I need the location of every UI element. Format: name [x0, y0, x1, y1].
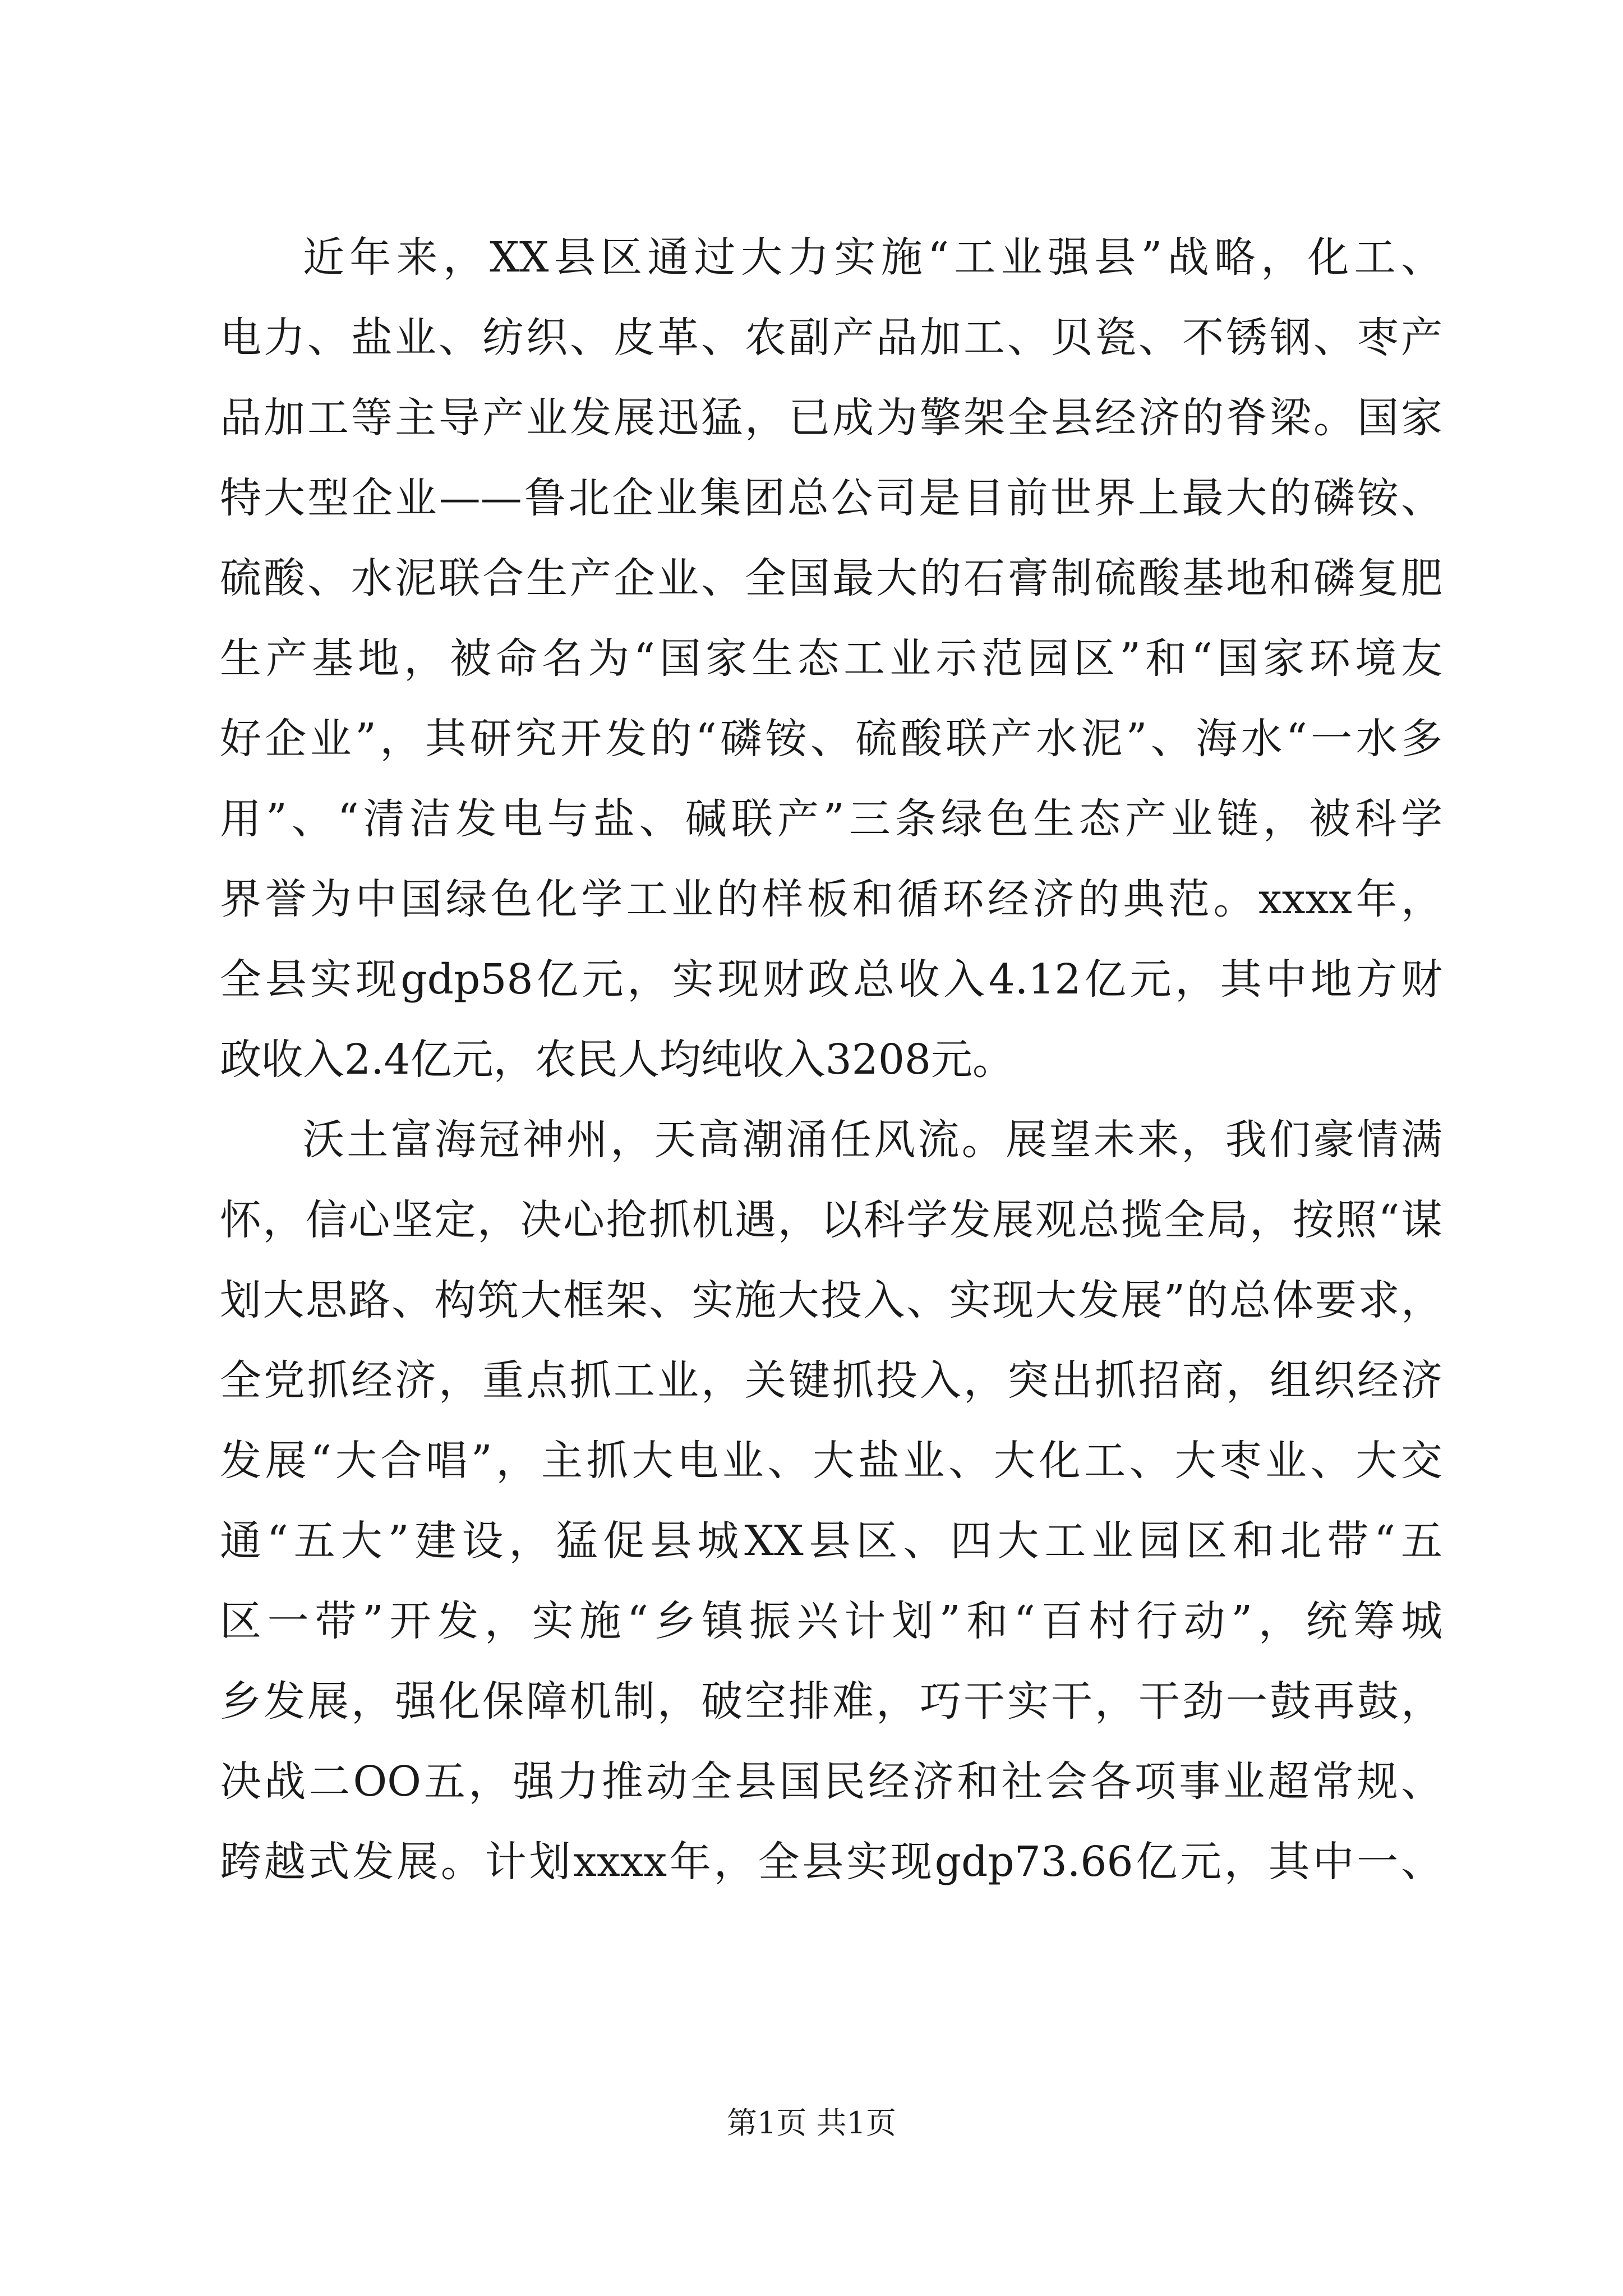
paragraph-line: 划大思路、构筑大框架、实施大投入、实现大发展”的总体要求， — [220, 1276, 1442, 1324]
paragraph-line: 全党抓经济，重点抓工业，关键抓投入，突出抓招商，组织经济 — [220, 1356, 1442, 1405]
paragraph-line: 硫酸、水泥联合生产企业、全国最大的石膏制硫酸基地和磷复肥 — [220, 554, 1442, 602]
paragraph-line: 界誉为中国绿色化学工业的样板和循环经济的典范。xxxx年， — [220, 875, 1442, 923]
paragraph-line: 政收入2.4亿元，农民人均纯收入3208元。 — [220, 1036, 1015, 1084]
paragraph-line: 生产基地，被命名为“国家生态工业示范园区”和“国家环境友 — [220, 634, 1442, 683]
paragraph-line: 特大型企业——鲁北企业集团总公司是目前世界上最大的磷铵、 — [220, 474, 1442, 522]
paragraph-line: 乡发展，强化保障机制，破空排难，巧干实干，干劲一鼓再鼓， — [220, 1677, 1442, 1726]
paragraph-line: 通“五大”建设，猛促县城XX县区、四大工业园区和北带“五 — [220, 1517, 1442, 1565]
paragraph-2 — [220, 1100, 1442, 1902]
page-number-footer: 第1页 共1页 — [727, 2105, 896, 2141]
paragraph-line: 区一带”开发，实施“乡镇振兴计划”和“百村行动”，统筹城 — [220, 1597, 1442, 1645]
paragraph-line: 电力、盐业、纺织、皮革、农副产品加工、贝瓷、不锈钢、枣产 — [220, 314, 1442, 362]
paragraph-line: 沃土富海冠神州，天高潮涌任风流。展望未来，我们豪情满 — [303, 1116, 1442, 1164]
paragraph-line: 近年来，XX县区通过大力实施“工业强县”战略，化工、 — [303, 233, 1442, 282]
paragraph-line: 发展“大合唱”，主抓大电业、大盐业、大化工、大枣业、大交 — [220, 1437, 1442, 1485]
paragraph-line: 品加工等主导产业发展迅猛，已成为擎架全县经济的脊梁。国家 — [220, 394, 1442, 442]
paragraph-1 — [220, 218, 1442, 1100]
paragraph-line: 决战二OO五，强力推动全县国民经济和社会各项事业超常规、 — [220, 1757, 1442, 1806]
paragraph-line: 用”、“清洁发电与盐、碱联产”三条绿色生态产业链，被科学 — [220, 795, 1442, 843]
paragraph-line: 好企业”，其研究开发的“磷铵、硫酸联产水泥”、海水“一水多 — [220, 715, 1442, 763]
paragraph-line: 全县实现gdp58亿元，实现财政总收入4.12亿元，其中地方财 — [220, 955, 1442, 1004]
document-body — [220, 218, 1442, 1902]
paragraph-line: 怀，信心坚定，决心抢抓机遇，以科学发展观总揽全局，按照“谋 — [220, 1196, 1442, 1244]
paragraph-line: 跨越式发展。计划xxxx年，全县实现gdp73.66亿元，其中一、 — [220, 1838, 1442, 1886]
